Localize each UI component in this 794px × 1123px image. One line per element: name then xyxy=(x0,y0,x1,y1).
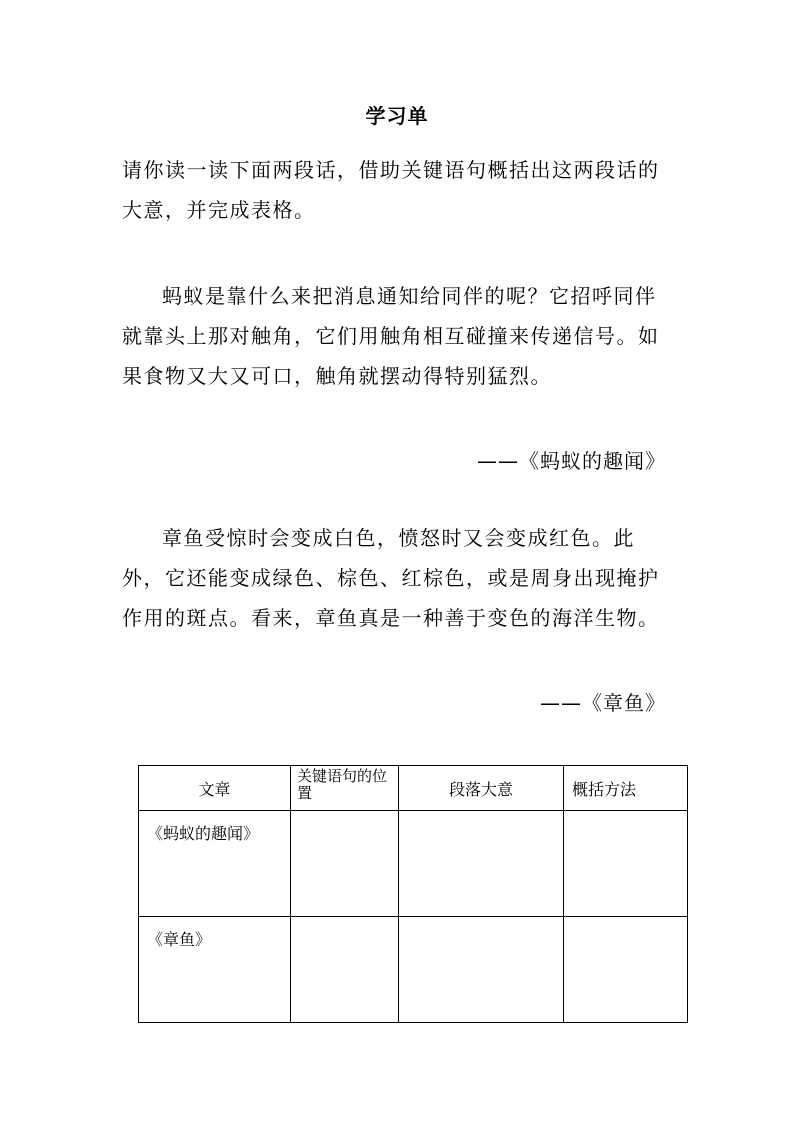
table-row xyxy=(139,917,688,1023)
page-title: 学习单 xyxy=(365,104,429,128)
row-article-octopus: 《章鱼》 xyxy=(139,917,291,1023)
cell-position-octopus[interactable] xyxy=(291,917,399,1023)
cell-method-ants[interactable] xyxy=(564,811,688,917)
header-article: 文章 xyxy=(139,766,291,811)
cell-main-idea-ants[interactable] xyxy=(399,811,564,917)
header-summary-method: 概括方法 xyxy=(564,766,688,811)
instruction-text: 请你读一读下面两段话，借助关键语句概括出这两段话的大意，并完成表格。 xyxy=(122,158,660,222)
header-key-sentence-position: 关键语句的位置 xyxy=(291,766,399,811)
source-octopus: ——《章鱼》 xyxy=(540,691,666,715)
cell-main-idea-octopus[interactable] xyxy=(399,917,564,1023)
table-row xyxy=(139,811,688,917)
passage-octopus: 章鱼受惊时会变成白色，愤怒时又会变成红色。此外，它还能变成绿色、棕色、红棕色，或是周身出现掩护作用的斑点。看来，章鱼真是一种善于变色的海洋生物。 xyxy=(122,526,660,630)
header-main-idea: 段落大意 xyxy=(399,766,564,811)
passage-ants: 蚂蚁是靠什么来把消息通知给同伴的呢？它招呼同伴就靠头上那对触角，它们用触角相互碰撞来传递信号。如果食物又大又可口，触角就摆动得特别猛烈。 xyxy=(122,284,660,388)
worksheet-table xyxy=(138,765,688,1023)
cell-position-ants[interactable] xyxy=(291,811,399,917)
table-header-row xyxy=(139,766,688,811)
row-article-ants: 《蚂蚁的趣闻》 xyxy=(139,811,291,917)
cell-method-octopus[interactable] xyxy=(564,917,688,1023)
source-ants: ——《蚂蚁的趣闻》 xyxy=(477,449,666,473)
